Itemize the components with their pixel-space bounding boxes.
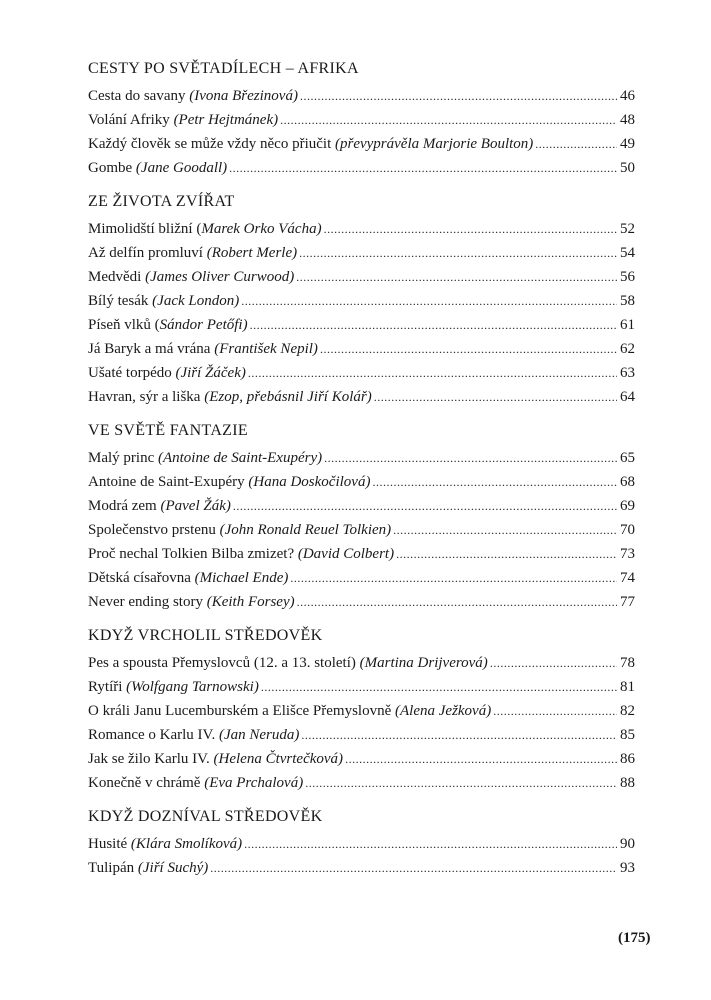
entry-page-number: 70 (620, 522, 635, 538)
entry-author: (Wolfgang Tarnowski) (126, 679, 259, 695)
dot-leader (374, 385, 617, 409)
entry-text (88, 723, 299, 747)
entry-title: Společenstvo prstenu (88, 522, 220, 538)
entry-text (88, 132, 533, 156)
entry-text (88, 84, 298, 108)
toc-entry (88, 590, 635, 614)
dot-leader (229, 156, 617, 180)
entry-page-number: 63 (620, 365, 635, 381)
dot-leader (535, 132, 617, 156)
toc-entry (88, 84, 635, 108)
entry-text (88, 651, 488, 675)
entry-author: (Ivona Březinová) (189, 88, 298, 104)
entry-text (88, 699, 491, 723)
dot-leader (324, 446, 617, 470)
entry-page-number: 82 (620, 703, 635, 719)
dot-leader (320, 337, 617, 361)
entry-title: Proč nechal Tolkien Bilba zmizet? (88, 546, 298, 562)
toc-entry (88, 217, 635, 241)
entry-title: Bílý tesák (88, 293, 153, 309)
toc-section (88, 624, 635, 795)
entry-title: Pes a spousta Přemyslovců (12. a 13. století) (88, 655, 360, 671)
entry-title: Husité (88, 836, 131, 852)
dot-leader (241, 289, 617, 313)
entry-author: (Jiří Suchý) (137, 860, 209, 876)
table-of-contents (88, 57, 635, 890)
entry-author: (David Colbert) (297, 546, 395, 562)
dot-leader (280, 108, 617, 132)
entry-title: Cesta do savany (88, 88, 190, 104)
entry-author: (Antoine de Saint-Exupéry) (157, 450, 323, 466)
section-heading: ZE ŽIVOTA ZVÍŘAT (88, 193, 235, 210)
entry-text (88, 217, 322, 241)
page-number: (175) (618, 930, 651, 946)
toc-entry (88, 241, 635, 265)
entry-title: Antoine de Saint-Exupéry (88, 474, 249, 490)
dot-leader (301, 723, 617, 747)
entry-page-number: 73 (620, 546, 635, 562)
dot-leader (297, 590, 617, 614)
toc-entry (88, 385, 635, 409)
entry-title: Never ending story (88, 594, 207, 610)
entry-title: Dětská císařovna (88, 570, 195, 586)
toc-entry (88, 771, 635, 795)
entry-page-number: 81 (620, 679, 635, 695)
entry-title: Tulipán (88, 860, 138, 876)
entry-author: (Michael Ende) (194, 570, 289, 586)
entry-text (88, 590, 295, 614)
toc-entry (88, 108, 635, 132)
toc-entry (88, 337, 635, 361)
toc-entry (88, 361, 635, 385)
entry-text (88, 675, 259, 699)
entry-title: Modrá zem (88, 498, 161, 514)
toc-entry (88, 723, 635, 747)
dot-leader (493, 699, 617, 723)
entry-title: Jak se žilo Karlu IV. (88, 751, 214, 767)
entry-text (88, 313, 248, 337)
toc-section (88, 57, 635, 180)
dot-leader (248, 361, 617, 385)
entry-text (88, 446, 322, 470)
entry-title: Konečně v chrámě (88, 775, 205, 791)
entry-author: (Keith Forsey) (206, 594, 295, 610)
entry-title: Medvědi (88, 269, 146, 285)
dot-leader (244, 832, 617, 856)
dot-leader (490, 651, 617, 675)
entry-text (88, 337, 318, 361)
entry-page-number: 50 (620, 160, 635, 176)
entry-text (88, 747, 343, 771)
entry-title: Gombe (88, 160, 136, 176)
entry-author: (Eva Prchalová) (204, 775, 304, 791)
entry-page-number: 64 (620, 389, 635, 405)
toc-entry (88, 132, 635, 156)
entry-page-number: 74 (620, 570, 635, 586)
section-heading: KDYŽ DOZNÍVAL STŘEDOVĚK (88, 808, 323, 825)
entry-author: (Jack London) (152, 293, 240, 309)
dot-leader (296, 265, 617, 289)
entry-title: O králi Janu Lucemburském a Elišce Přemyslovně (88, 703, 396, 719)
toc-entry (88, 542, 635, 566)
entry-text (88, 566, 288, 590)
toc-entry (88, 518, 635, 542)
entry-page-number: 90 (620, 836, 635, 852)
toc-entry (88, 675, 635, 699)
entry-text (88, 241, 297, 265)
entry-author: (převyprávěla Marjorie Boulton) (335, 136, 534, 152)
entry-author: (John Ronald Reuel Tolkien) (219, 522, 392, 538)
entry-title: Každý člověk se může vždy něco přiučit (88, 136, 335, 152)
dot-leader (261, 675, 617, 699)
entry-text (88, 385, 372, 409)
entry-title: Havran, sýr a liška (88, 389, 205, 405)
entry-page-number: 69 (620, 498, 635, 514)
entry-author: Sándor Petőfi) (159, 317, 248, 333)
entry-title: Malý princ (88, 450, 158, 466)
toc-entry (88, 446, 635, 470)
entry-author: (Hana Doskočilová) (248, 474, 371, 490)
entry-text (88, 518, 391, 542)
dot-leader (210, 856, 617, 880)
entry-text (88, 494, 231, 518)
entry-page-number: 93 (620, 860, 635, 876)
entry-title: Mimolidští bližní ( (88, 221, 202, 237)
entry-title: Rytíři (88, 679, 127, 695)
entry-author: (Martina Drijverová) (359, 655, 488, 671)
entry-title: Ušaté torpédo (88, 365, 176, 381)
entry-author: (James Oliver Curwood) (145, 269, 295, 285)
entry-page-number: 54 (620, 245, 635, 261)
toc-entry (88, 651, 635, 675)
toc-entry (88, 470, 635, 494)
entry-page-number: 61 (620, 317, 635, 333)
toc-entry (88, 494, 635, 518)
dot-leader (290, 566, 617, 590)
entry-author: (Helena Čtvrtečková) (213, 751, 344, 767)
toc-entry (88, 289, 635, 313)
dot-leader (305, 771, 617, 795)
entry-author: (Jan Neruda) (218, 727, 300, 743)
entry-page-number: 52 (620, 221, 635, 237)
entry-page-number: 86 (620, 751, 635, 767)
entry-page-number: 49 (620, 136, 635, 152)
entry-author: (Petr Hejtmánek) (173, 112, 279, 128)
entry-page-number: 88 (620, 775, 635, 791)
entry-title: Romance o Karlu IV. (88, 727, 219, 743)
entry-page-number: 58 (620, 293, 635, 309)
entry-text (88, 856, 208, 880)
entry-author: (Pavel Žák) (160, 498, 231, 514)
entry-page-number: 68 (620, 474, 635, 490)
toc-entry (88, 832, 635, 856)
toc-entry (88, 856, 635, 880)
section-heading: KDYŽ VRCHOLIL STŘEDOVĚK (88, 627, 323, 644)
entry-author: (Jiří Žáček) (175, 365, 246, 381)
entry-author: Marek Orko Vácha) (201, 221, 322, 237)
entry-page-number: 62 (620, 341, 635, 357)
dot-leader (250, 313, 617, 337)
toc-entry (88, 265, 635, 289)
section-heading: VE SVĚTĚ FANTAZIE (88, 422, 248, 439)
entry-page-number: 56 (620, 269, 635, 285)
entry-author: (Klára Smolíková) (130, 836, 243, 852)
toc-entry (88, 313, 635, 337)
dot-leader (299, 241, 617, 265)
dot-leader (396, 542, 617, 566)
dot-leader (345, 747, 617, 771)
entry-text (88, 771, 303, 795)
toc-entry (88, 699, 635, 723)
entry-title: Až delfín promluví (88, 245, 207, 261)
entry-text (88, 542, 394, 566)
entry-text (88, 156, 227, 180)
entry-author: (Jane Goodall) (135, 160, 228, 176)
entry-page-number: 78 (620, 655, 635, 671)
toc-section (88, 805, 635, 880)
entry-text (88, 108, 278, 132)
dot-leader (300, 84, 617, 108)
entry-text (88, 289, 239, 313)
entry-title: Píseň vlků ( (88, 317, 160, 333)
dot-leader (324, 217, 617, 241)
dot-leader (233, 494, 617, 518)
entry-author: (Ezop, přebásnil Jiří Kolář) (204, 389, 372, 405)
entry-text (88, 832, 242, 856)
toc-section (88, 190, 635, 409)
toc-entry (88, 747, 635, 771)
entry-author: (Alena Ježková) (395, 703, 492, 719)
entry-title: Volání Afriky (88, 112, 174, 128)
toc-section (88, 419, 635, 614)
section-heading: CESTY PO SVĚTADÍLECH – AFRIKA (88, 60, 359, 77)
dot-leader (372, 470, 617, 494)
entry-page-number: 77 (620, 594, 635, 610)
entry-text (88, 361, 246, 385)
dot-leader (393, 518, 617, 542)
entry-author: (František Nepil) (214, 341, 318, 357)
entry-page-number: 65 (620, 450, 635, 466)
entry-text (88, 470, 370, 494)
entry-author: (Robert Merle) (206, 245, 298, 261)
entry-title: Já Baryk a má vrána (88, 341, 215, 357)
toc-entry (88, 566, 635, 590)
entry-page-number: 46 (620, 88, 635, 104)
entry-text (88, 265, 294, 289)
entry-page-number: 85 (620, 727, 635, 743)
entry-page-number: 48 (620, 112, 635, 128)
toc-entry (88, 156, 635, 180)
